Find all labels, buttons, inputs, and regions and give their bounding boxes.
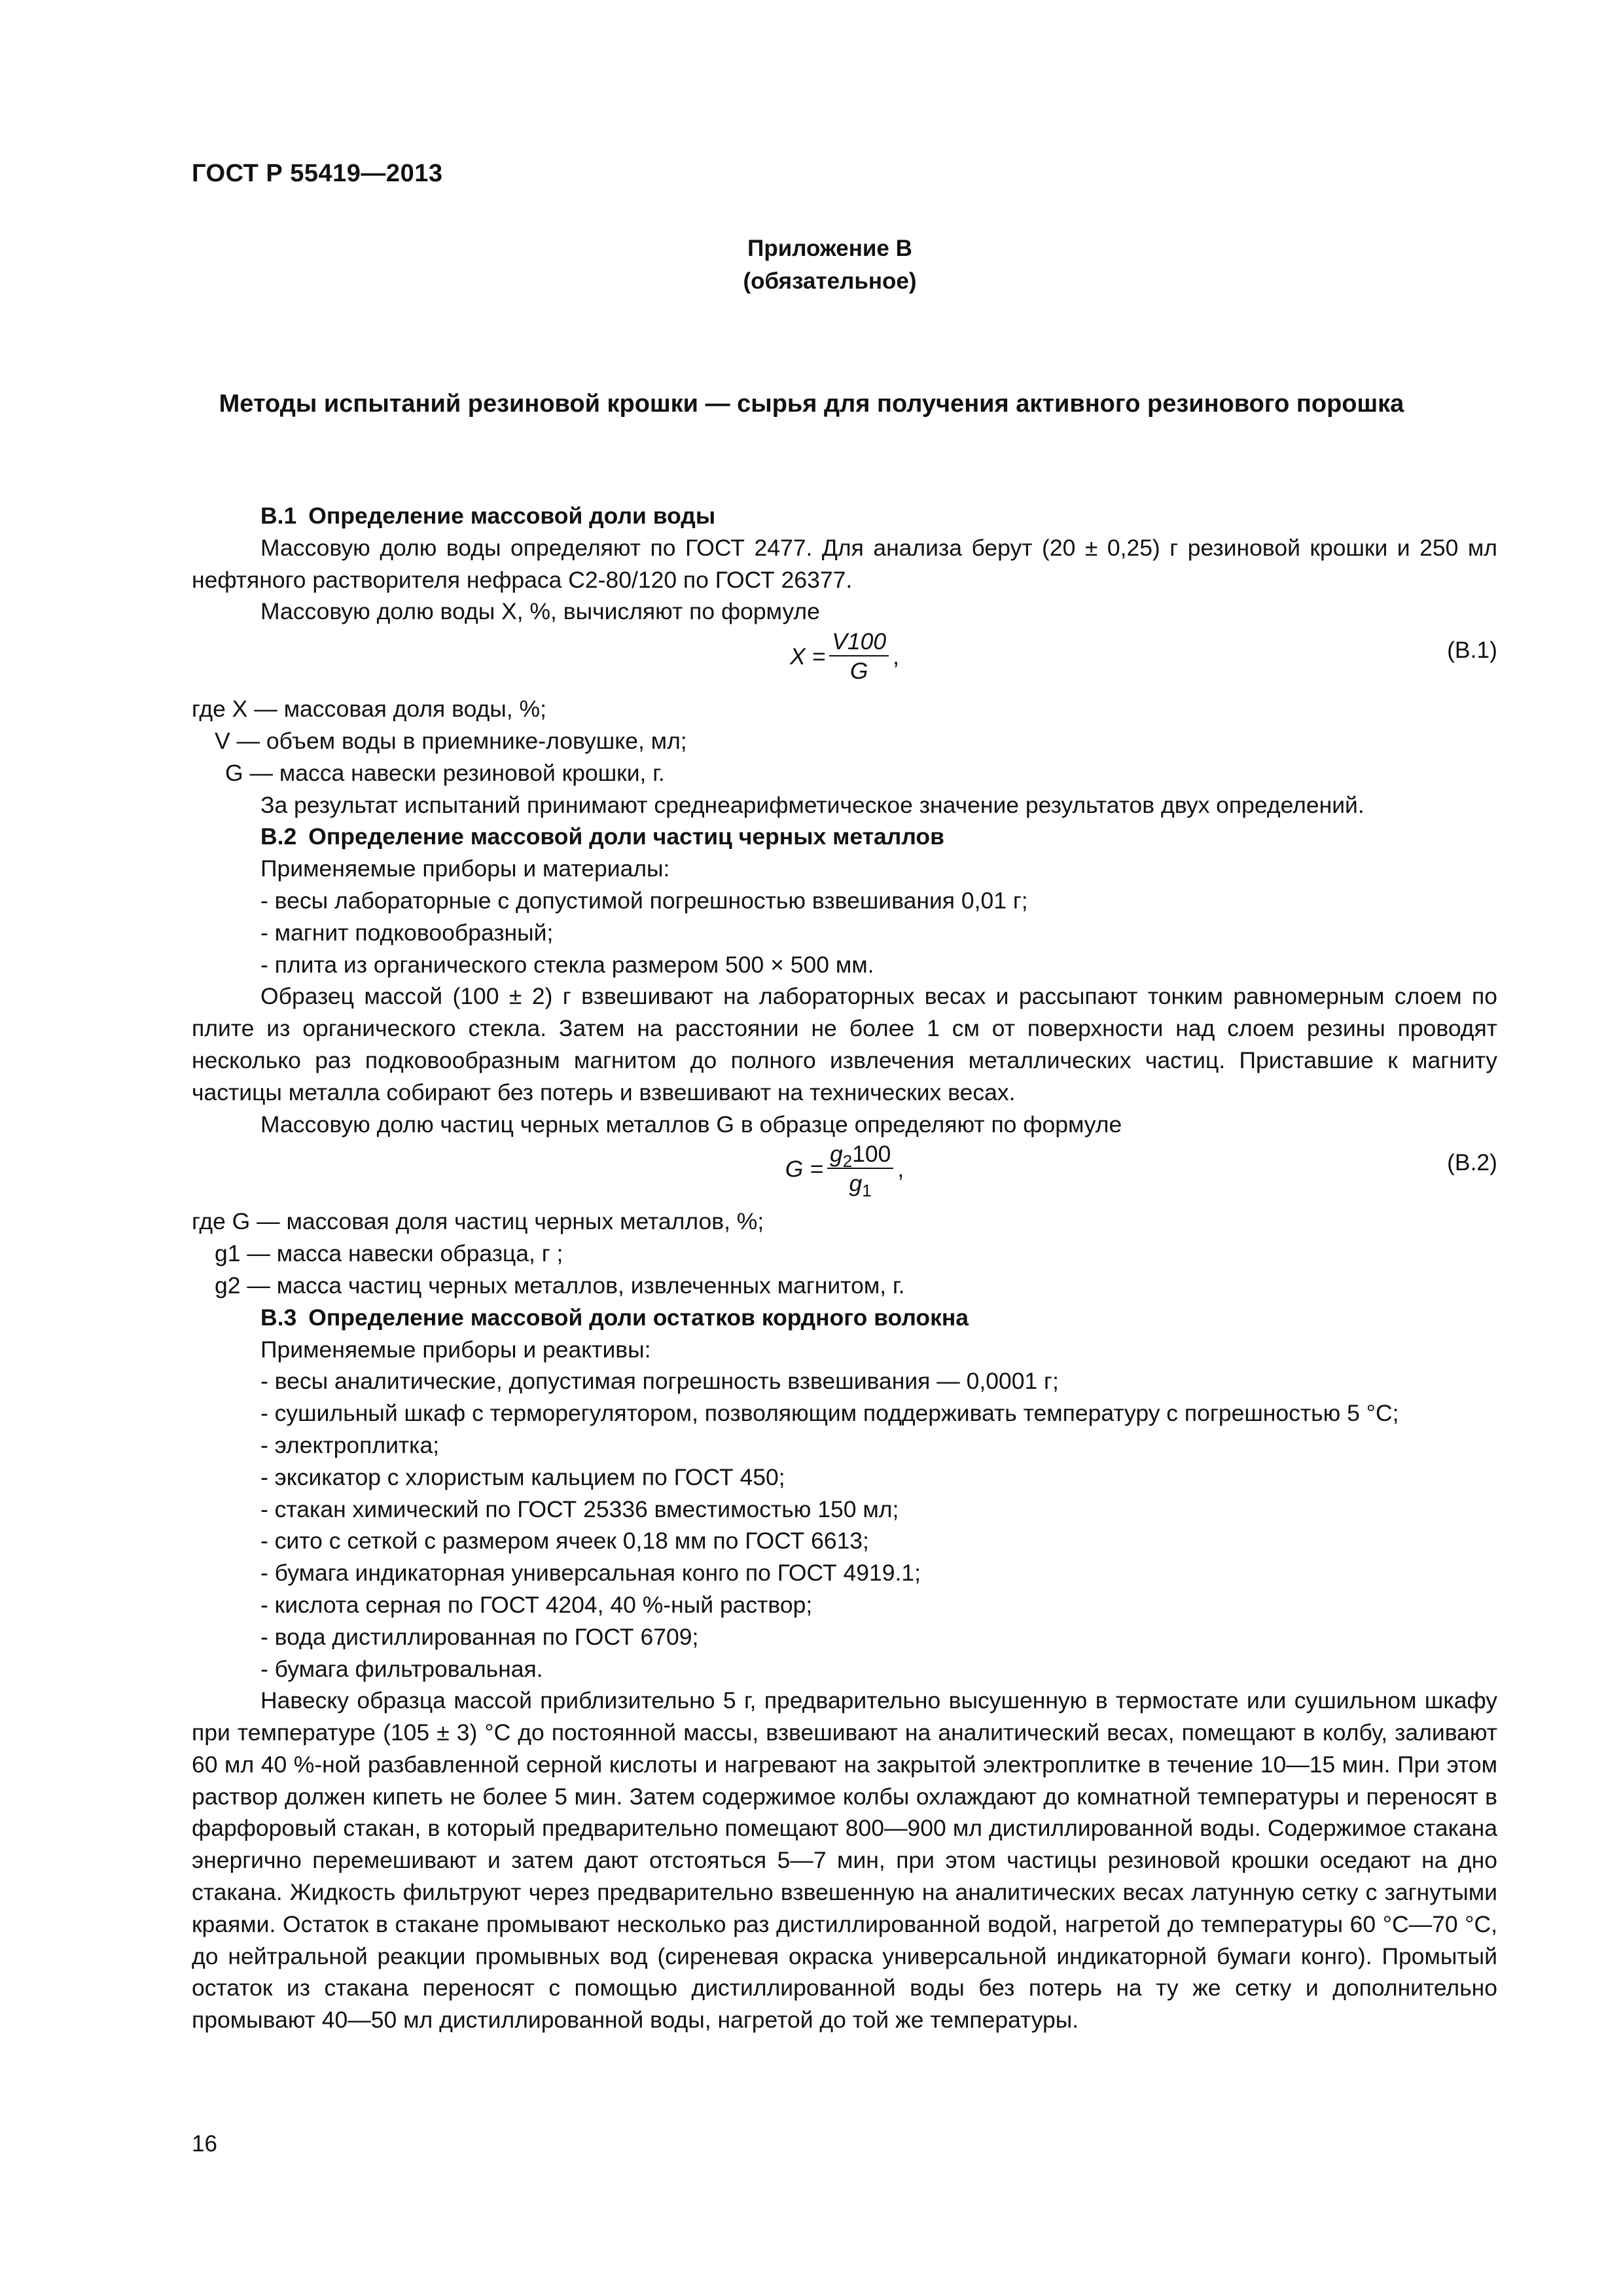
formula-numerator: V100 [829,628,889,656]
where-line: g1 — масса навески образца, г ; [215,1240,563,1267]
list-item: - магнит подковообразный; [260,919,554,946]
formula-number: (В.2) [1447,1149,1497,1176]
paragraph: За результат испытаний принимают среднеарифметическое значение результатов двух определений. [260,791,1364,818]
document-body [192,500,1497,2036]
paragraph: Массовую долю частиц черных металлов G в образце определяют по формуле [260,1111,1122,1138]
section-heading-b1: В.1 Определение массовой доли воды [260,503,716,529]
list-item: - сушильный шкаф с терморегулятором, позволяющим поддерживать температуру с погрешностью 5 °С; [260,1400,1399,1427]
section-heading-b2: В.2 Определение массовой доли частиц черных металлов [260,823,944,850]
where-line: где X — массовая доля воды, %; [192,696,546,723]
formula-number: (В.1) [1447,637,1497,664]
list-intro: Применяемые приборы и реактивы: [260,1336,651,1363]
list-item: - бумага фильтровальная. [260,1655,543,1682]
list-item: - сито с сеткой с размером ячеек 0,18 мм по ГОСТ 6613; [260,1528,869,1554]
list-item: - весы аналитические, допустимая погрешность взвешивания — 0,0001 г; [260,1368,1059,1395]
formula-b2: G = $\frac{g_2100}{g_1}$ , (В.2) [785,1141,1497,1201]
paragraph: Навеску образца массой приблизительно 5 г, предварительно высушенную в термостате или сушильном шкафу при температуре (105 ± 3) °С до постоянной массы, взвешивают на аналитический весах, помещают в колбу, заливают 60 мл 40 %-ной разбавленной серной кислоты и нагревают на закрытой электроплитке в течение 10—15 мин. При этом раствор должен кипеть не более 5 мин. Затем содержимое колбы охлаждают до комнатной температуры и переносят в фарфоровый стакан, в который предварительно помещают 800—900 мл дистиллированной воды. Содержимое стакана энергично перемешивают и затем дают отстояться 5—7 мин, при этом частицы резиновой крошки оседают на дно стакана. Жидкость фильтруют через предварительно взвешенную на аналитических весах латунную сетку с загнутыми краями. Остаток в стакане промывают несколько раз дистиллированной водой, нагретой до температуры 60 °С—70 °С, до нейтральной реакции промывных вод (сиреневая окраска универсальной индикаторной бумаги конго). Промытый остаток из стакана переносят с помощью дистиллированной воды без потерь на ту же сетку и дополнительно промывают 40—50 мл дистиллированной воды, нагретой до той же температуры. [192,1687,1497,2034]
list-item: - бумага индикаторная универсальная конго по ГОСТ 4919.1; [260,1560,921,1587]
document-code: ГОСТ Р 55419—2013 [192,160,443,187]
where-line: V — объем воды в приемнике-ловушке, мл; [215,727,687,754]
paragraph: Массовую долю воды определяют по ГОСТ 2477. Для анализа берут (20 ± 0,25) г резиновой крошки и 250 мл нефтяного растворителя нефраса С2-80/120 по ГОСТ 26377. [192,534,1497,593]
formula-denominator: $g_1$ [849,1170,872,1201]
list-item: - весы лабораторные с допустимой погрешностью взвешивания 0,01 г; [260,887,1028,914]
formula-lhs: X = [789,643,826,670]
paragraph: Образец массой (100 ± 2) г взвешивают на лабораторных весах и рассыпают тонким равномерным слоем по плите из органического стекла. Затем на расстоянии не более 1 см от поверхности над слоем резины проводят несколько раз подковообразным магнитом до полного извлечения металлических частиц. Приставшие к магниту частицы металла собирают без потерь и взвешивают на технических весах. [192,983,1497,1105]
where-line: G — масса навески резиновой крошки, г. [225,759,665,786]
formula-numerator: $g_2100$ [827,1140,893,1169]
list-item: - вода дистиллированная по ГОСТ 6709; [260,1623,699,1650]
list-item: - кислота серная по ГОСТ 4204, 40 %-ный раствор; [260,1591,813,1618]
list-item: - электроплитка; [260,1431,440,1458]
formula-lhs: G = [785,1155,823,1182]
section-heading-b3: В.3 Определение массовой доли остатков кордного волокна [260,1304,969,1331]
appendix-heading [0,232,1623,298]
list-item: - стакан химический по ГОСТ 25336 вместимостью 150 мл; [260,1496,899,1522]
list-intro: Применяемые приборы и материалы: [260,855,670,882]
main-title: Методы испытаний резиновой крошки — сырья для получения активного резинового порошка [219,390,1404,418]
appendix-status: (обязательное) [743,268,917,294]
appendix-title: Приложение В [747,236,912,261]
paragraph: Массовую долю воды X, %, вычисляют по формуле [260,598,820,625]
where-line: где G — массовая доля частиц черных металлов, %; [192,1208,764,1235]
list-item: - плита из органического стекла размером 500 × 500 мм. [260,951,874,978]
where-line: g2 — масса частиц черных металлов, извлеченных магнитом, г. [215,1272,905,1299]
formula-denominator: G [849,658,868,685]
formula-b1: X = $\frac{V100}{G}$ , (В.1) [789,628,1497,685]
page-number: 16 [192,2131,217,2157]
list-item: - эксикатор с хлористым кальцием по ГОСТ 450; [260,1463,785,1490]
